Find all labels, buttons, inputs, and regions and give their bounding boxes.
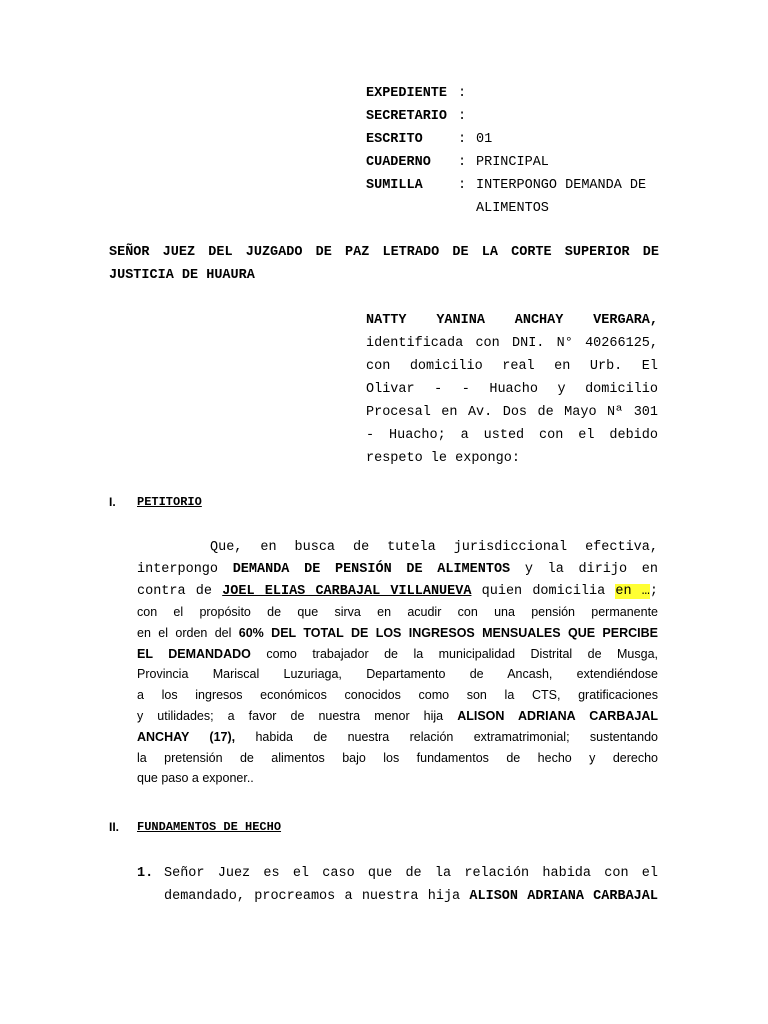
paragraph-line [164, 885, 658, 908]
text-run-bold: ALISON ADRIANA CARBAJAL [469, 889, 658, 904]
paragraph-line [137, 664, 658, 685]
party-line: Olivar - - Huacho y domicilio [366, 382, 658, 397]
header-colon: : [458, 155, 467, 170]
header-row-cuaderno [366, 151, 646, 174]
paragraph-line [137, 685, 658, 706]
paragraph-line [137, 768, 658, 789]
paragraph-line [137, 748, 658, 769]
text-run: con el propósito de que sirva en acudir con una pensión permanente [137, 605, 658, 619]
text-run-bold: DEMANDA DE PENSIÓN DE ALIMENTOS [232, 562, 511, 577]
party-line: con domicilio real en Urb. El [366, 359, 658, 374]
header-value: INTERPONGO DEMANDA DE [476, 178, 647, 193]
header-value: ALIMENTOS [476, 201, 549, 216]
header-row-expediente [366, 82, 646, 105]
header-value: PRINCIPAL [476, 155, 549, 170]
party-line: identificada con DNI. N° 40266125, [366, 336, 658, 351]
header-colon: : [458, 109, 467, 124]
section-title-petitorio [137, 495, 202, 509]
paragraph-line [137, 706, 658, 727]
text-run-bold: ANCHAY (17), [137, 729, 236, 744]
party-block [366, 309, 658, 470]
section-title-fundamentos [137, 820, 281, 834]
text-run-bold: EL DEMANDADO [137, 646, 251, 661]
section-number: II. [109, 820, 120, 834]
paragraph-line [137, 559, 658, 581]
header-colon: : [458, 132, 467, 147]
text-run: Provincia Mariscal Luzuriaga, Departamento de Ancash, extendiéndose [137, 667, 658, 682]
section-number: I. [109, 495, 116, 509]
party-line: Procesal en Av. Dos de Mayo Nª 301 [366, 405, 658, 420]
party-line: - Huacho; a usted con el debido [366, 428, 658, 443]
header-label: CUADERNO [366, 155, 431, 170]
header-label: SECRETARIO [366, 109, 448, 124]
addressee-line: JUSTICIA DE HUAURA [109, 268, 255, 283]
header-colon: : [458, 86, 467, 101]
text-run: que paso a exponer.. [137, 771, 254, 786]
list-item-number: 1. [137, 866, 154, 881]
text-run: interpongo [137, 562, 219, 577]
party-line: respeto le expongo: [366, 451, 520, 466]
header-label: ESCRITO [366, 132, 423, 147]
text-run: y la dirijo en [524, 562, 658, 577]
addressee-line: SEÑOR JUEZ DEL JUZGADO DE PAZ LETRADO DE LA CORTE SUPERIOR DE [109, 245, 659, 260]
header-row-sumilla [366, 174, 646, 197]
text-run-bold: 60% DEL TOTAL DE LOS INGRESOS MENSUALES QUE PERCIBE [238, 625, 658, 640]
paragraph-line [137, 727, 658, 748]
petitorio-paragraph-top [137, 537, 658, 603]
paragraph-line [137, 602, 658, 623]
header-value: 01 [476, 132, 493, 147]
addressee [109, 241, 659, 287]
list-item-body [164, 862, 658, 908]
header-label: SUMILLA [366, 178, 423, 193]
header-label: EXPEDIENTE [366, 86, 448, 101]
text-run: Señor Juez es el caso que de la relación habida con el [164, 866, 658, 881]
list-item [137, 862, 658, 908]
text-run: demandado, procreamos a nuestra hija [164, 889, 461, 904]
defendant-name: JOEL ELIAS CARBAJAL VILLANUEVA [222, 584, 472, 599]
paragraph-line [164, 862, 658, 885]
party-name: NATTY YANINA ANCHAY VERGARA, [366, 313, 658, 328]
section-title-text: PETITORIO [137, 495, 202, 509]
text-run: y utilidades; a favor de nuestra menor hija [137, 708, 444, 723]
header-colon: : [458, 178, 467, 193]
header-sumilla-continuation [366, 197, 646, 220]
text-run: como trabajador de la municipalidad Distrital de Musga, [266, 646, 658, 661]
paragraph-line [137, 644, 658, 665]
petitorio-paragraph-body [137, 602, 658, 789]
case-header [366, 82, 646, 220]
text-run: a los ingresos económicos conocidos como son la CTS, gratificaciones [137, 688, 658, 703]
text-run: la pretensión de alimentos bajo los fundamentos de hecho y derecho [137, 750, 658, 765]
header-row-secretario [366, 105, 646, 128]
section-title-text: FUNDAMENTOS DE HECHO [137, 820, 282, 834]
text-run: ; [649, 584, 659, 599]
header-row-escrito [366, 128, 646, 151]
paragraph-line [137, 623, 658, 644]
text-run: contra de [137, 584, 212, 599]
text-run: en el orden del [137, 625, 232, 640]
text-run: quien domicilia [481, 584, 606, 599]
paragraph-line [137, 581, 658, 603]
text-run: habida de nuestra relación extramatrimonial; sustentando [255, 729, 658, 744]
text-run-bold: ALISON ADRIANA CARBAJAL [457, 708, 658, 723]
paragraph-line [137, 537, 658, 559]
highlighted-text: en … [615, 584, 650, 599]
text-run: Que, en busca de tutela jurisdiccional efectiva, [210, 540, 658, 555]
